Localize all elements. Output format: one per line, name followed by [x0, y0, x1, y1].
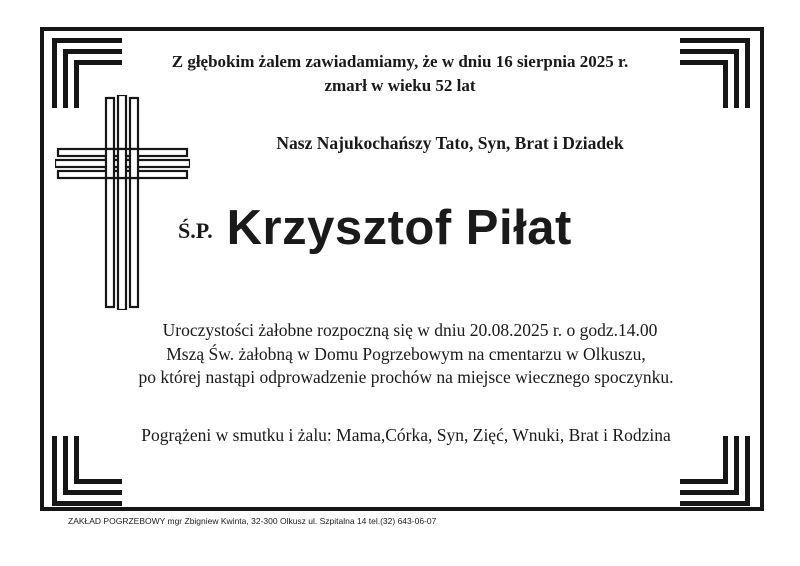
corner-ornament-icon	[680, 436, 750, 506]
relation-line: Nasz Najukochańszy Tato, Syn, Brat i Dziadek	[276, 133, 624, 153]
intro-line-2: zmarł w wieku 52 lat	[324, 76, 476, 95]
ceremony-line-3: po której nastąpi odprowadzenie prochów na miejsce wiecznego spoczynku.	[138, 367, 674, 387]
intro-line-1: Z głębokim żalem zawiadamiamy, że w dniu 16 sierpnia 2025 r.	[171, 52, 629, 71]
cross-icon	[55, 95, 190, 310]
funeral-home-footer: ZAKŁAD POGRZEBOWY mgr Zbigniew Kwinta, 32-300 Olkusz ul. Szpitalna 14 tel.(32) 643-06-07	[68, 516, 437, 526]
ceremony-line-1: Uroczystości żałobne rozpoczną się w dniu 20.08.2025 r. o godz.14.00	[162, 320, 658, 340]
deceased-name: Krzysztof Piłat	[226, 201, 572, 255]
name-prefix: Ś.P.	[178, 218, 213, 243]
corner-ornament-icon	[680, 38, 750, 108]
corner-ornament-icon	[52, 436, 122, 506]
deceased-name-row	[178, 200, 572, 256]
ceremony-line-2: Mszą Św. żałobną w Domu Pogrzebowym na cmentarzu w Olkuszu,	[166, 344, 646, 364]
mourners-line: Pogrążeni w smutku i żalu: Mama,Córka, Syn, Zięć, Wnuki, Brat i Rodzina	[141, 425, 671, 445]
